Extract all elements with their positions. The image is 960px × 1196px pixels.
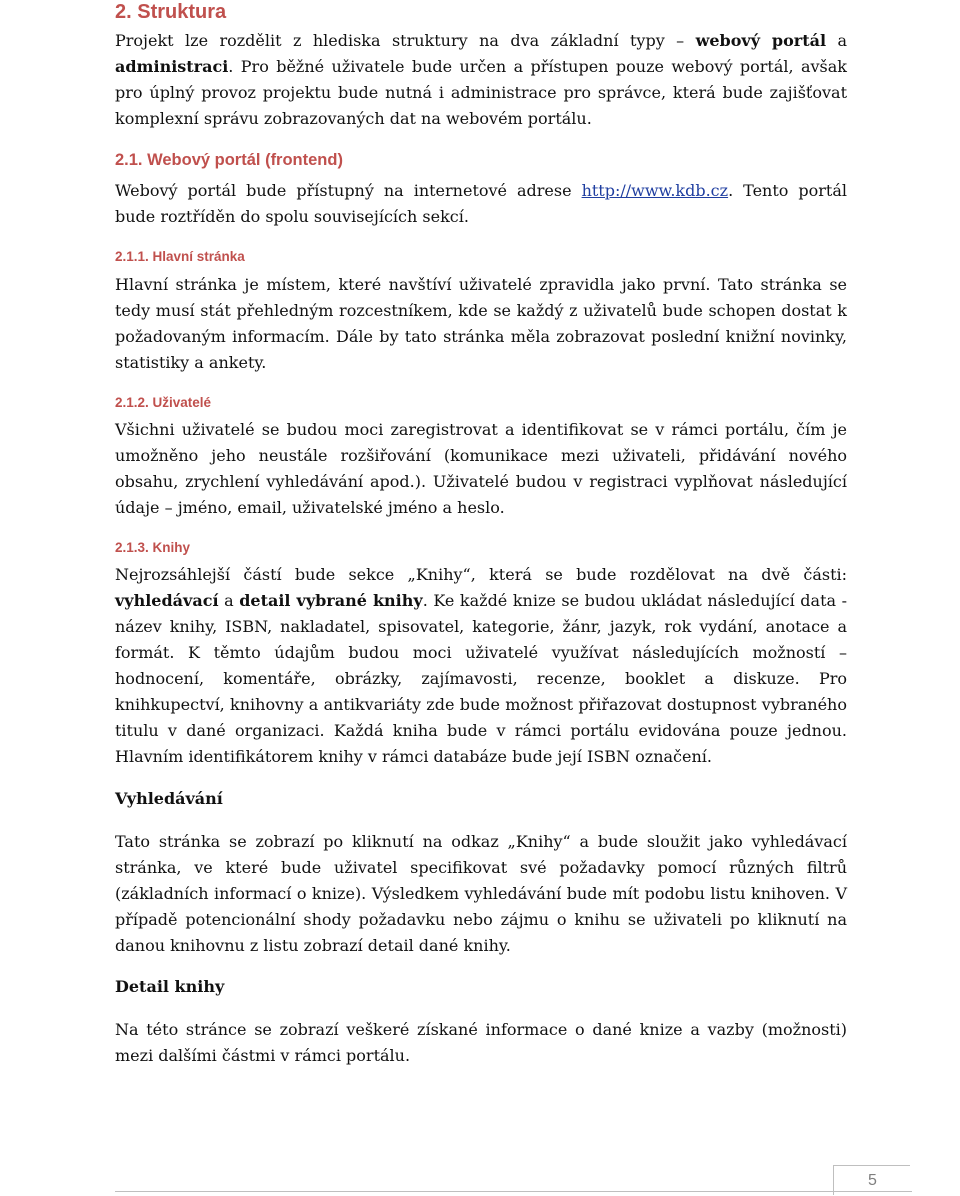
bold-term: administraci bbox=[115, 57, 229, 76]
portal-url-link[interactable]: http://www.kdb.cz bbox=[581, 181, 729, 200]
search-title: Vyhledávání bbox=[115, 789, 223, 808]
text-run: . Tento portál bude roztříděn do spolu souvisejících sekcí. bbox=[115, 181, 847, 226]
bold-term: detail vybrané knihy bbox=[239, 591, 423, 610]
home-paragraph: Hlavní stránka je místem, které navštíví uživatelé zpravidla jako první. Tato stránka se tedy musí stát přehledným rozcestníkem, kde se každý z uživatelů bude schopen dostat k požadovaným informacím. Dále by tato stránka měla zobrazovat poslední knižní novinky, statistiky a ankety. bbox=[115, 275, 847, 372]
text-run: Nejrozsáhlejší částí bude sekce „Knihy“, která se bude rozdělovat na dvě části: bbox=[115, 565, 847, 584]
books-title: 2.1.3. Knihy bbox=[115, 540, 191, 555]
footer-rule bbox=[115, 1191, 912, 1192]
page-number-box bbox=[833, 1165, 910, 1195]
text-run: a bbox=[826, 31, 848, 50]
bold-term: vyhledávací bbox=[115, 591, 219, 610]
users-paragraph: Všichni uživatelé se budou moci zaregistrovat a identifikovat se v rámci portálu, čím je umožněno jeho neustále rozšiřování (komunikace mezi uživateli, přidávání nového obsahu, zrychlení vyhledávání apod.). Uživatelé budou v registraci vyplňovat následující údaje – jméno, email, uživatelské jméno a heslo. bbox=[115, 420, 847, 517]
bold-term: webový portál bbox=[695, 31, 827, 50]
text-run: . Ke každé knize se budou ukládat následující data - název knihy, ISBN, nakladatel, spisovatel, kategorie, žánr, jazyk, rok vydání, anotace a formát. K těmto údajům budou moci uživatelé využívat následujících možností – hodnocení, komentáře, obrázky, zajímavosti, recenze, booklet a diskuze. Pro knihkupectví, knihovny a antikvariáty zde bude možnost přiřazovat dostupnost vybraného titulu v dané organizaci. Každá kniha bude v rámci portálu evidována pouze jednou. Hlavním identifikátorem knihy v rámci databáze bude její ISBN označení. bbox=[115, 591, 848, 766]
section-title: 2. Struktura bbox=[115, 1, 227, 23]
text-run: Webový portál bude přístupný na internetové adrese bbox=[115, 181, 582, 200]
page-number: 5 bbox=[868, 1172, 877, 1189]
text-run: . Pro běžné uživatele bude určen a přístupen pouze webový portál, avšak pro úplný provoz projektu bude nutná i administrace pro správce, která bude zajišťovat komplexní správu zobrazovaných dat na webovém portálu. bbox=[115, 57, 847, 128]
detail-title: Detail knihy bbox=[115, 977, 225, 996]
users-title: 2.1.2. Uživatelé bbox=[115, 395, 212, 410]
frontend-title: 2.1. Webový portál (frontend) bbox=[115, 151, 343, 169]
section-paragraph bbox=[115, 28, 847, 132]
books-paragraph bbox=[115, 562, 847, 770]
home-title: 2.1.1. Hlavní stránka bbox=[115, 249, 245, 264]
frontend-paragraph bbox=[115, 178, 847, 230]
text-run: Projekt lze rozdělit z hlediska struktury na dva základní typy – bbox=[115, 31, 696, 50]
text-run: a bbox=[218, 591, 240, 610]
search-paragraph: Tato stránka se zobrazí po kliknutí na odkaz „Knihy“ a bude sloužit jako vyhledávací stránka, ve které bude uživatel specifikovat své požadavky pomocí různých filtrů (základních informací o knize). Výsledkem vyhledávání bude mít podobu listu knihoven. V případě potencionální shody požadavku nebo zájmu o knihu se uživateli po kliknutí na danou knihovnu z listu zobrazí detail dané knihy. bbox=[115, 832, 847, 955]
detail-paragraph: Na této stránce se zobrazí veškeré získané informace o dané knize a vazby (možnosti) mezi dalšími částmi v rámci portálu. bbox=[115, 1020, 847, 1065]
